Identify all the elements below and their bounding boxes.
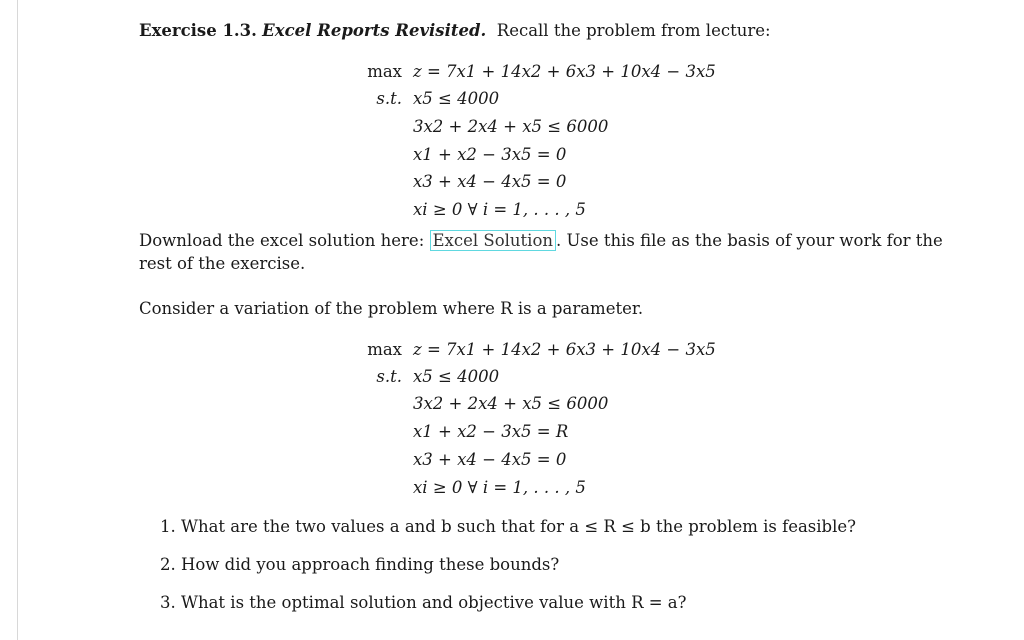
exercise-name: Excel Reports Revisited. [262, 21, 487, 40]
lp2-constraint-3: x1 + x2 − 3x5 = R [413, 422, 569, 441]
page-margin-line [17, 0, 18, 640]
lp1-constraint-5: xi ≥ 0 ∀ i = 1, . . . , 5 [413, 200, 586, 219]
lp1-objective: z = 7x1 + 14x2 + 6x3 + 10x4 − 3x5 [413, 62, 716, 81]
exercise-number: Exercise 1.3. [139, 21, 257, 40]
download-text-before: Download the excel solution here: [139, 231, 425, 250]
lp2-constraint-1: x5 ≤ 4000 [413, 367, 500, 386]
lp1-constraint-2: 3x2 + 2x4 + x5 ≤ 6000 [413, 117, 609, 136]
download-text-after: . Use this file as the basis of your work for the [556, 231, 943, 250]
lp1-st-label: s.t. [376, 89, 402, 108]
lp2-constraint-2: 3x2 + 2x4 + x5 ≤ 6000 [413, 394, 609, 413]
excel-solution-link[interactable]: Excel Solution [430, 230, 557, 251]
question-1: 1. What are the two values a and b such that for a ≤ R ≤ b the problem is feasible? [160, 517, 857, 536]
exercise-intro: Recall the problem from lecture: [496, 21, 771, 40]
lp2-objective: z = 7x1 + 14x2 + 6x3 + 10x4 − 3x5 [413, 340, 716, 359]
variation-paragraph: Consider a variation of the problem where R is a parameter. [139, 299, 644, 318]
download-paragraph-line1 [139, 230, 943, 252]
download-paragraph-line2: rest of the exercise. [139, 254, 306, 273]
lp2-constraint-4: x3 + x4 − 4x5 = 0 [413, 450, 567, 469]
lp1-constraint-3: x1 + x2 − 3x5 = 0 [413, 145, 567, 164]
lp1-constraint-1: x5 ≤ 4000 [413, 89, 500, 108]
lp2-constraint-5: xi ≥ 0 ∀ i = 1, . . . , 5 [413, 478, 586, 497]
lp2-st-label: s.t. [376, 367, 402, 386]
question-3: 3. What is the optimal solution and objective value with R = a? [160, 593, 687, 612]
lp1-constraint-4: x3 + x4 − 4x5 = 0 [413, 172, 567, 191]
lp2-max-label: max [367, 340, 402, 359]
lp1-max-label: max [367, 62, 402, 81]
question-2: 2. How did you approach finding these bounds? [160, 555, 560, 574]
exercise-heading [139, 20, 771, 42]
